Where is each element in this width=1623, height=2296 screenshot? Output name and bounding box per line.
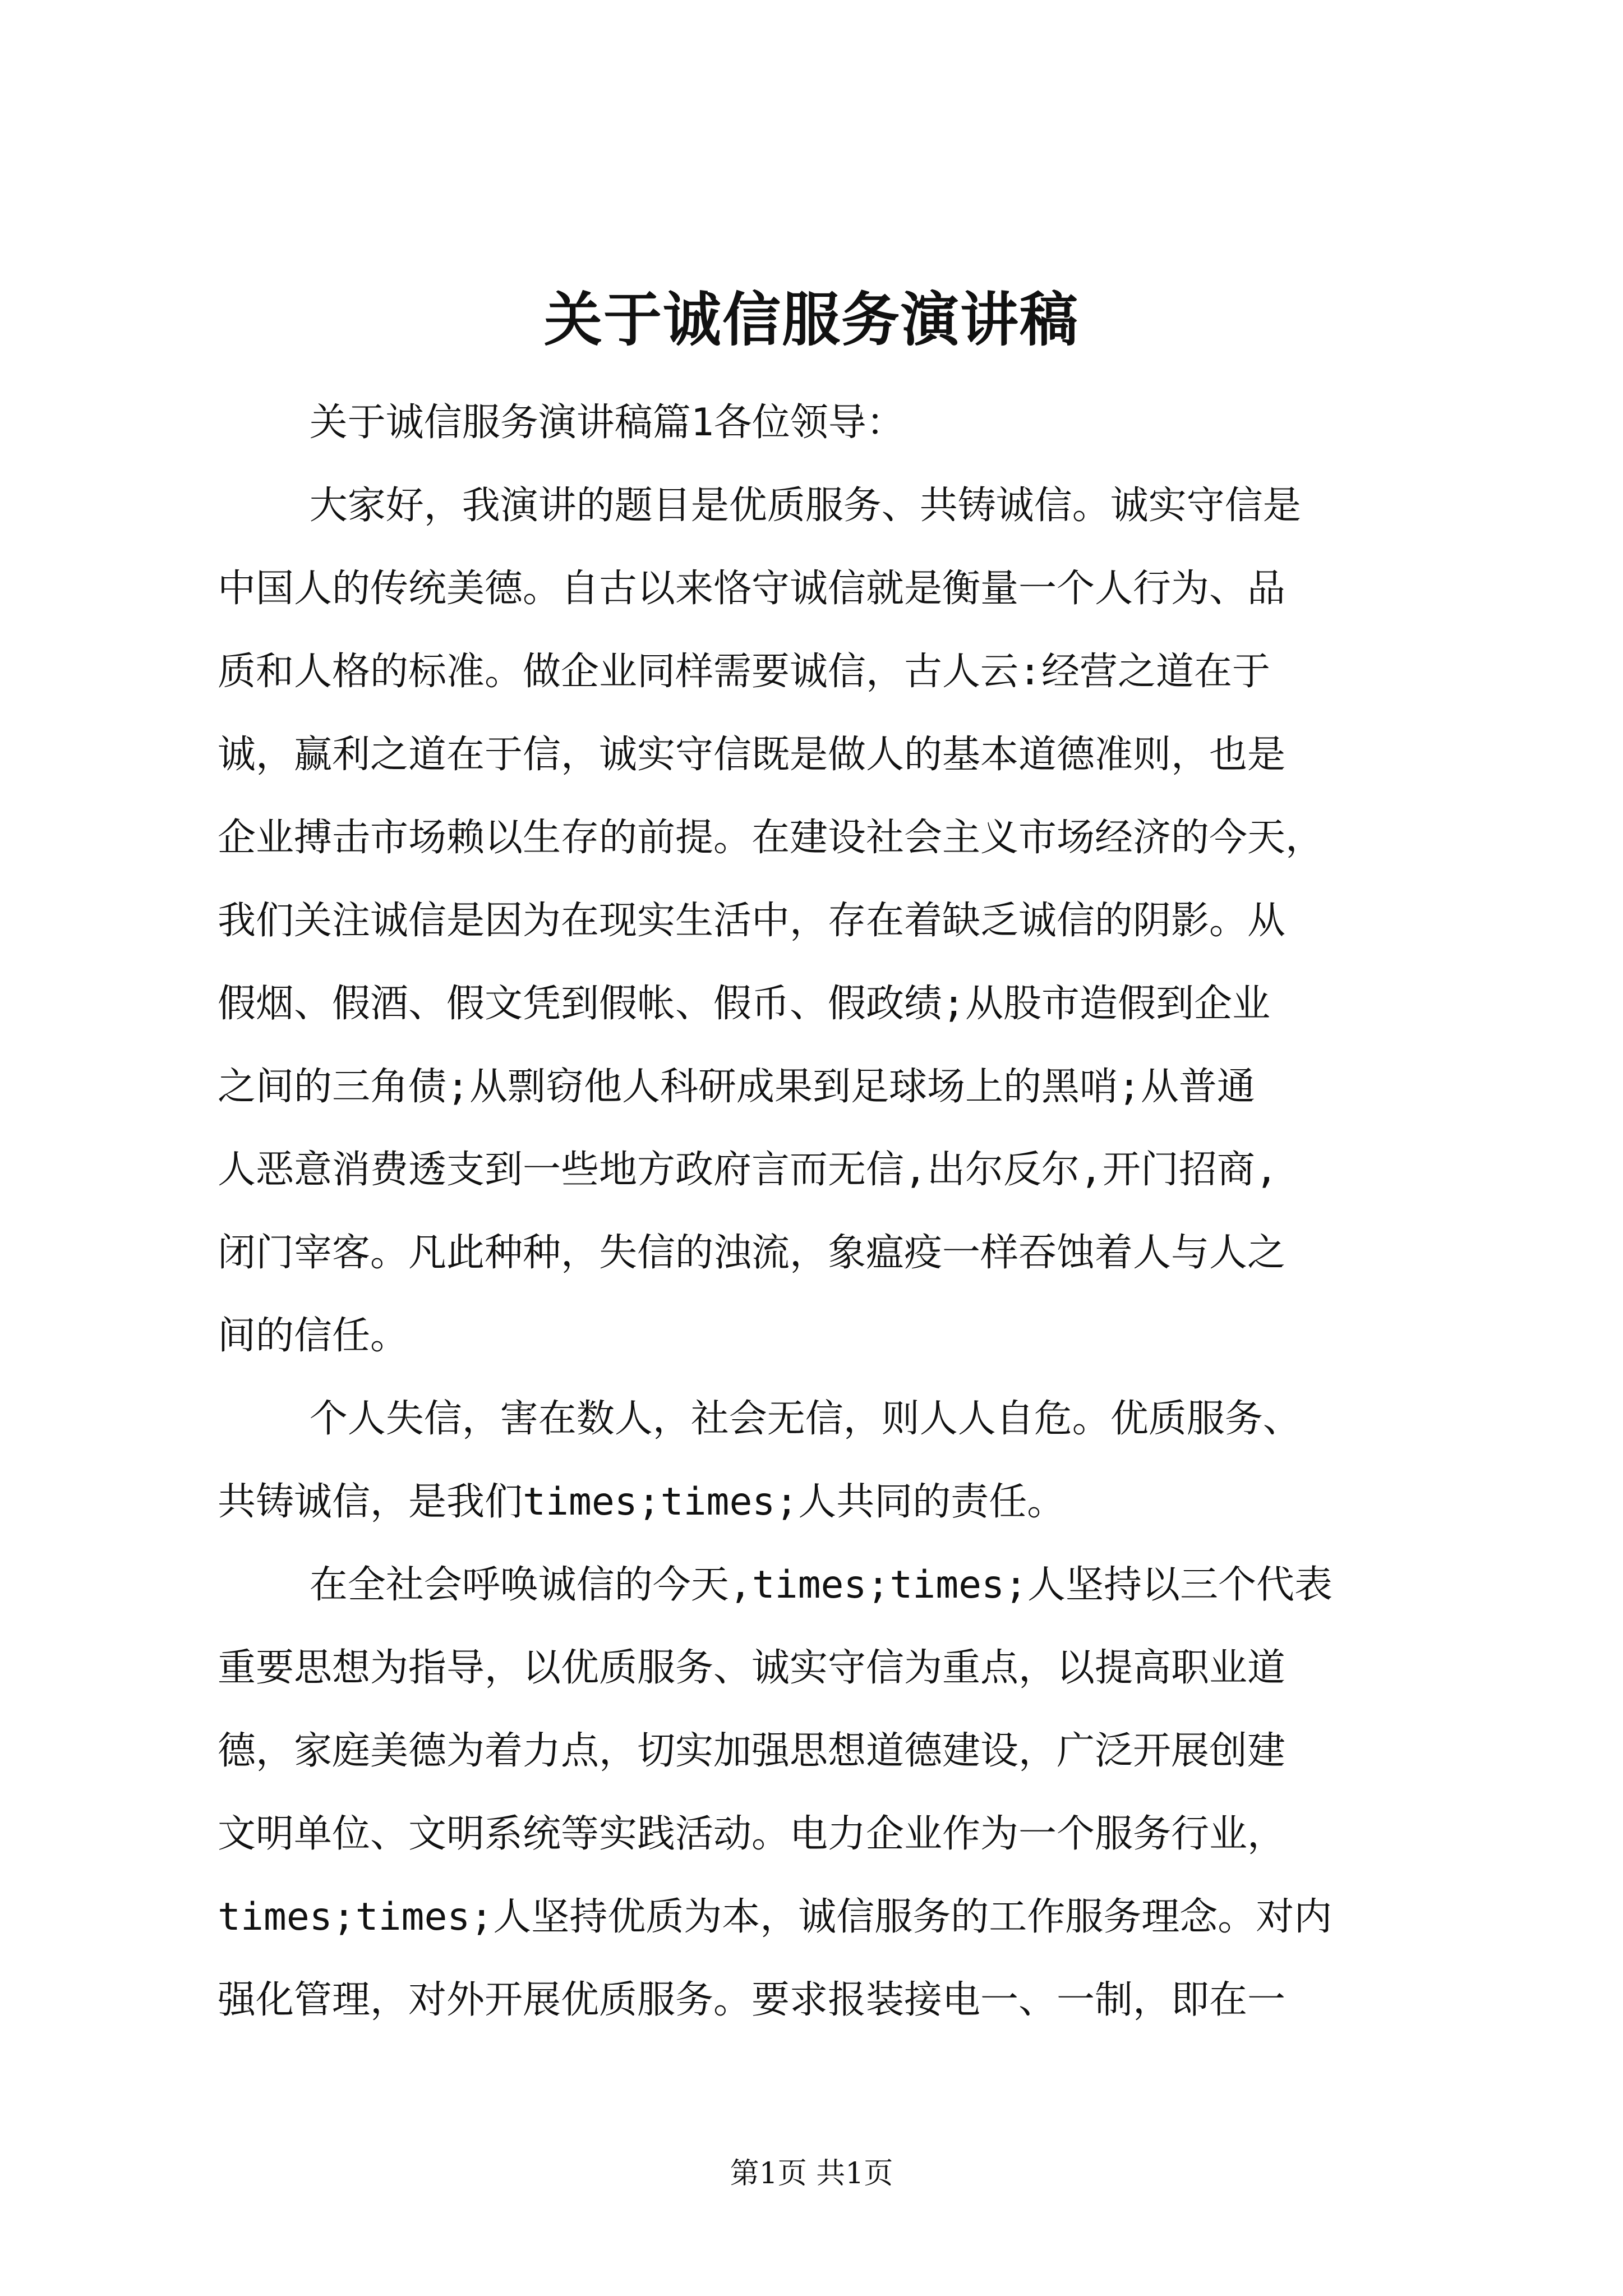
document-title: 关于诚信服务演讲稿 bbox=[543, 285, 1079, 354]
body-line: 假烟、假酒、假文凭到假帐、假币、假政绩;从股市造假到企业 bbox=[218, 982, 1270, 1026]
body-line: 间的信任。 bbox=[218, 1314, 409, 1358]
body-line: 企业搏击市场赖以生存的前提。在建设社会主义市场经济的今天， bbox=[218, 816, 1324, 860]
body-line: 诚，赢利之道在于信，诚实守信既是做人的基本道德准则，也是 bbox=[218, 733, 1286, 777]
body-line: 个人失信，害在数人，社会无信，则人人自危。优质服务、 bbox=[218, 1397, 1301, 1441]
body-line: 人恶意消费透支到一些地方政府言而无信,出尔反尔,开门招商, bbox=[218, 1148, 1278, 1192]
body-line: 之间的三角债;从剽窃他人科研成果到足球场上的黑哨;从普通 bbox=[218, 1065, 1255, 1109]
body-line: 大家好，我演讲的题目是优质服务、共铸诚信。诚实守信是 bbox=[218, 484, 1301, 528]
page-footer: 第1页 共1页 bbox=[730, 2157, 893, 2191]
body-line: 文明单位、文明系统等实践活动。电力企业作为一个服务行业， bbox=[218, 1812, 1286, 1856]
body-line: 质和人格的标准。做企业同样需要诚信，古人云:经营之道在于 bbox=[218, 650, 1270, 694]
body-line: times;times;人坚持优质为本，诚信服务的工作服务理念。对内 bbox=[218, 1895, 1332, 1939]
body-line: 共铸诚信，是我们times;times;人共同的责任。 bbox=[218, 1480, 1066, 1524]
document-body bbox=[218, 381, 1412, 2042]
body-line: 强化管理，对外开展优质服务。要求报装接电一、一制，即在一 bbox=[218, 1978, 1286, 2022]
body-line: 关于诚信服务演讲稿篇1各位领导： bbox=[218, 401, 905, 445]
body-line: 中国人的传统美德。自古以来恪守诚信就是衡量一个人行为、品 bbox=[218, 567, 1286, 611]
body-line: 德，家庭美德为着力点，切实加强思想道德建设，广泛开展创建 bbox=[218, 1729, 1286, 1773]
body-line: 在全社会呼唤诚信的今天,times;times;人坚持以三个代表 bbox=[218, 1563, 1332, 1607]
body-line: 我们关注诚信是因为在现实生活中，存在着缺乏诚信的阴影。从 bbox=[218, 899, 1286, 943]
body-line: 重要思想为指导，以优质服务、诚实守信为重点，以提高职业道 bbox=[218, 1646, 1286, 1690]
body-line: 闭门宰客。凡此种种，失信的浊流，象瘟疫一样吞蚀着人与人之 bbox=[218, 1231, 1286, 1275]
